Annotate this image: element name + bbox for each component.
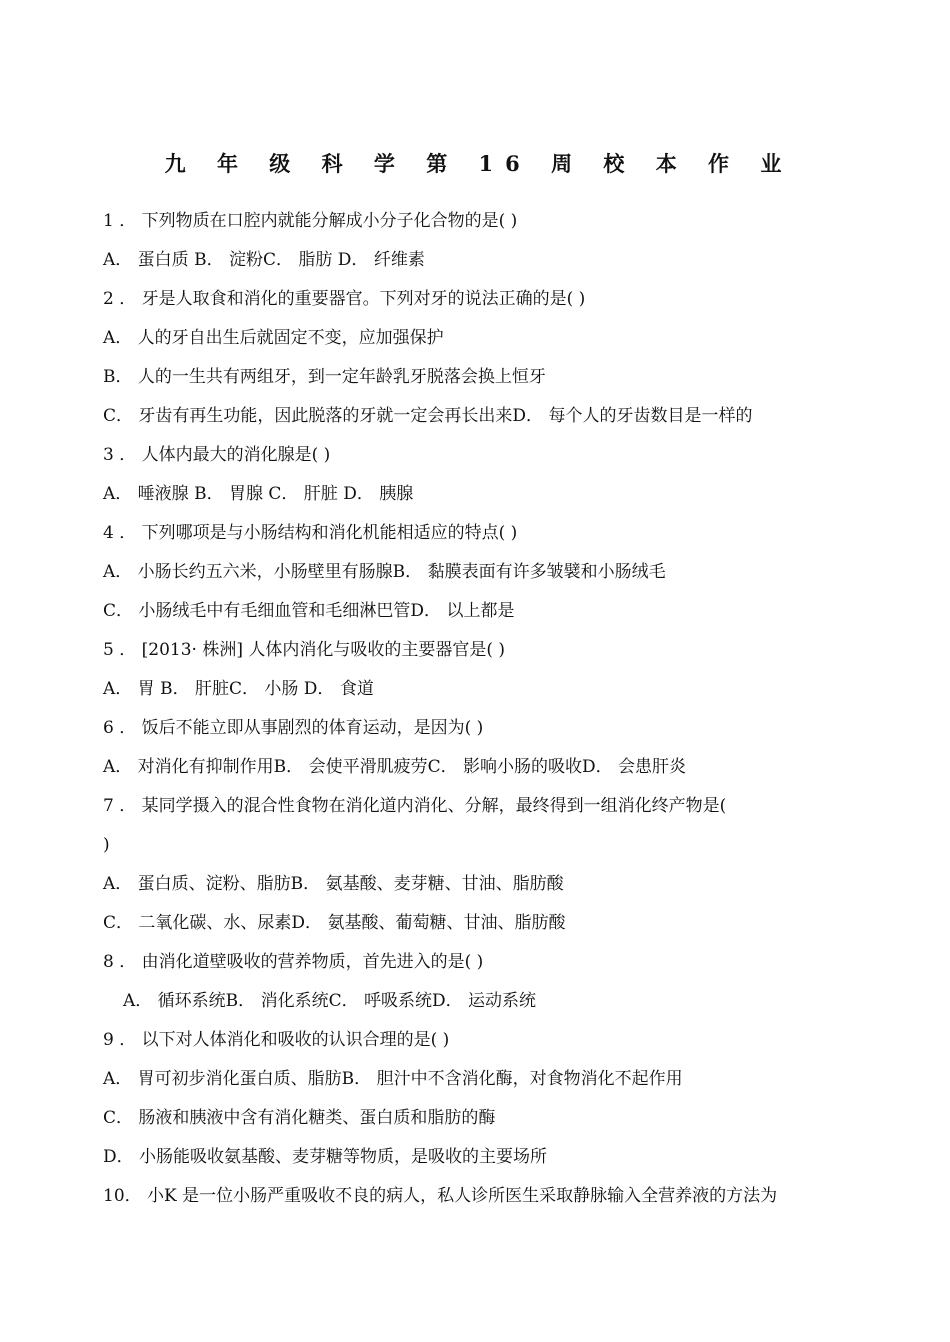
question-5: 5 ． [2013· 株洲] 人体内消化与吸收的主要器官是( ) bbox=[103, 640, 506, 660]
document-title: 九 年 级 科 学 第 16 周 校 本 作 业 bbox=[164, 151, 794, 176]
question-4-option-ab: A． 小肠长约五六米，小肠壁里有肠腺B． 黏膜表面有许多皱襞和小肠绒毛 bbox=[103, 562, 666, 582]
question-1-options: A． 蛋白质 B． 淀粉C． 脂肪 D． 纤维素 bbox=[103, 250, 425, 270]
question-1: 1 ． 下列物质在口腔内就能分解成小分子化合物的是( ) bbox=[103, 211, 518, 231]
question-8-options: A． 循环系统B． 消化系统C． 呼吸系统D． 运动系统 bbox=[123, 991, 537, 1011]
question-7: 7 ． 某同学摄入的混合性食物在消化道内消化、分解，最终得到一组消化终产物是( bbox=[103, 796, 727, 816]
question-4-option-cd: C． 小肠绒毛中有毛细血管和毛细淋巴管D． 以上都是 bbox=[103, 601, 515, 621]
question-10: 10． 小K 是一位小肠严重吸收不良的病人，私人诊所医生采取静脉输入全营养液的方法为 bbox=[103, 1186, 778, 1206]
question-3-options: A． 唾液腺 B． 胃腺 C． 肝脏 D． 胰腺 bbox=[103, 484, 414, 504]
question-4: 4 ． 下列哪项是与小肠结构和消化机能相适应的特点( ) bbox=[103, 523, 518, 543]
question-9-option-d: D． 小肠能吸收氨基酸、麦芽糖等物质，是吸收的主要场所 bbox=[103, 1147, 548, 1167]
question-3: 3 ． 人体内最大的消化腺是( ) bbox=[103, 445, 331, 465]
question-2: 2 ． 牙是人取食和消化的重要器官。下列对牙的说法正确的是( ) bbox=[103, 289, 586, 309]
question-9-option-c: C． 肠液和胰液中含有消化糖类、蛋白质和脂肪的酶 bbox=[103, 1108, 496, 1128]
question-list bbox=[103, 205, 863, 1219]
question-8: 8 ． 由消化道壁吸收的营养物质，首先进入的是( ) bbox=[103, 952, 484, 972]
question-6: 6 ． 饭后不能立即从事剧烈的体育运动，是因为( ) bbox=[103, 718, 484, 738]
question-7-option-cd: C． 二氧化碳、水、尿素D． 氨基酸、葡萄糖、甘油、脂肪酸 bbox=[103, 913, 566, 933]
question-9: 9 ． 以下对人体消化和吸收的认识合理的是( ) bbox=[103, 1030, 450, 1050]
question-5-options: A． 胃 B． 肝脏C． 小肠 D． 食道 bbox=[103, 679, 374, 699]
question-7-option-ab: A． 蛋白质、淀粉、脂肪B． 氨基酸、麦芽糖、甘油、脂肪酸 bbox=[103, 874, 564, 894]
question-6-options: A． 对消化有抑制作用B． 会使平滑肌疲劳C． 影响小肠的吸收D． 会患肝炎 bbox=[103, 757, 687, 777]
question-7-continuation: ) bbox=[103, 835, 110, 855]
question-9-option-ab: A． 胃可初步消化蛋白质、脂肪B． 胆汁中不含消化酶，对食物消化不起作用 bbox=[103, 1069, 683, 1089]
question-2-option-a: A． 人的牙自出生后就固定不变，应加强保护 bbox=[103, 328, 444, 348]
question-2-option-b: B． 人的一生共有两组牙，到一定年龄乳牙脱落会换上恒牙 bbox=[103, 367, 546, 387]
question-2-option-cd: C． 牙齿有再生功能，因此脱落的牙就一定会再长出来D． 每个人的牙齿数目是一样的 bbox=[103, 406, 753, 426]
